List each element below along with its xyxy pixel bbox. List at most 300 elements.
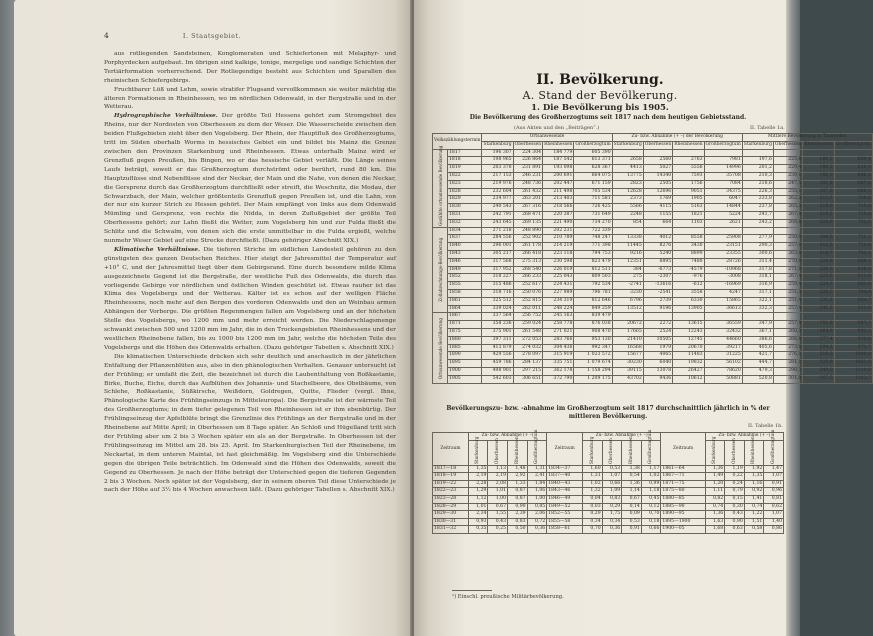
paragraph-text: Die tieferen Striche im südlichen Landesteil gehören zu den günstigsten des ganzen Deutschen Reiches. Hier steigt der Jahresmittel der Temperatur auf +10° C, und der Jahresmittel liegt über dem Gebirgsrand. Eine durch besondere milde Klima ausgezeichnete Gegend ist die Bergstraße, der westliche Fuß des Odenwalds, die durch das vorliegende Gebirge vor nördlichen und östlichen Winden geschützt ist. Etwas rauher ist das Klima des Vogelsbergs und der Wetterau. Kälter ist es schon auf der welligen Fläche Rheinhessens, noch mehr auf den Bergen des vorderen Odenwalds und den an Weinbau armen Abhängen der Vorberge. Die größten Regenmengen fallen am Vogelsberg und an der höchsten Stelle des Vogelsbergs, wo 1200 mm und mehr erreicht werden. Die Niederschlagsmenge schwankt zwischen 500 und 1200 mm im Jahr, die in den Trockengebieten Rheinhessens und der westlichen Rheinebene fallen, bis zu 1000 bis 1200 mm im Jahr, welche die höchsten Teile des Vogelsbergs und die Höhen des Odenwalds erhalten. (Dazu gehöriger Tabellen s. Abschnitt XIX.) xyxy=(104,246,397,351)
table1-cell: 268,8 xyxy=(773,219,802,227)
table1-cell: 257,0 xyxy=(773,243,802,251)
table2-period-cell: 1852—55 xyxy=(547,511,583,519)
table1-cell: 268 471 xyxy=(513,211,542,219)
table2-column-header: Großherzogtum xyxy=(764,440,784,465)
table1-cell: 9196 xyxy=(643,305,672,313)
table1-year-cell: 1871 xyxy=(448,321,482,329)
table1-cell: 14996 xyxy=(704,165,742,173)
table1-cell: 17665 xyxy=(612,328,643,336)
table2-cell: 0,96 xyxy=(764,488,784,496)
table1-cell: 6796 xyxy=(612,297,643,305)
table2-cell: 1,00 xyxy=(527,495,547,503)
table2-cell: 2,06 xyxy=(527,511,547,519)
body-paragraph xyxy=(104,246,396,353)
table1-cell: 317 568 xyxy=(482,258,513,266)
table-row xyxy=(433,204,873,212)
table1-cell: 218 566 xyxy=(543,204,574,212)
sub-heading: A. Stand der Bevölkerung. xyxy=(522,89,678,102)
table2-cell: 2,19 xyxy=(468,473,488,481)
table1-cell: 405,6 xyxy=(742,344,773,352)
table1-cell: 78620 xyxy=(704,367,742,375)
table1-cell: 2823 xyxy=(612,180,643,188)
table1-cell: 796 781 xyxy=(574,289,612,297)
table1-cell: 1756 xyxy=(673,180,704,188)
table1-cell: 226,9 xyxy=(803,258,834,266)
table1-cell: 459 786 xyxy=(482,360,513,368)
table1-cell: 206,5 xyxy=(803,235,834,243)
table1-cell: 722 339 xyxy=(574,227,612,235)
table1-group-label: Gezählte ortsanwesende Bevölkerung xyxy=(433,149,448,227)
table1-cell: 1 023 572 xyxy=(574,352,612,360)
table1-cell: 225,5 xyxy=(803,274,834,282)
table2-column-header: Großherzogtum xyxy=(641,440,661,465)
table1-cell: -2741 xyxy=(612,282,643,290)
table2-cell: 1,38 xyxy=(622,465,642,473)
table2-period-cell: 1837—40 xyxy=(547,473,583,481)
table1-cell: 233,8 xyxy=(742,196,773,204)
table1-cell: 908 470 xyxy=(574,328,612,336)
table2-cell: 1,17 xyxy=(641,465,661,473)
table1-cell: 5163 xyxy=(673,204,704,212)
table1-cell: 301,9 xyxy=(773,375,802,383)
table1-cell: 1769 xyxy=(643,196,672,204)
table1-cell: 210,3 xyxy=(742,172,773,180)
table2-cell: 2,39 xyxy=(508,511,528,519)
table1-cell: 219 976 xyxy=(482,180,513,188)
table1-cell: 184 779 xyxy=(543,149,574,157)
table1-year-cell: 1885 xyxy=(448,344,482,352)
table2-cell: 2,41 xyxy=(527,473,547,481)
table1-group-label: Zollabrechnungs-Bevölkerung xyxy=(433,227,448,313)
table1-column-header: Großherzogtum xyxy=(705,142,741,148)
table1-cell: 372 790 xyxy=(543,375,574,383)
paragraph-text: Fruchtbarer Löß und Lehm, sowie stratifer Flugsand vervollkommnen sie weiter mächtig die älteren Formationen in Rheinhessen, wo im nördlichen Odenwald, in der Bergstraße und in der Wetterau. xyxy=(104,86,396,111)
table2-cell: 1,36 xyxy=(622,480,642,488)
table2-period-cell: 1834—37 xyxy=(547,465,583,473)
table1-cell: 794,6 xyxy=(834,289,872,297)
table1-cell: 306 651 xyxy=(513,375,542,383)
table2-period-cell: 1885—90 xyxy=(661,503,705,511)
table2-cell: 0,43 xyxy=(488,518,508,526)
table1-cell: -13616 xyxy=(643,282,672,290)
population-table xyxy=(432,133,873,384)
table1-cell: 4247 xyxy=(704,289,742,297)
table-row xyxy=(433,258,873,266)
table-row xyxy=(433,250,873,258)
table1-year-cell: 1818 xyxy=(448,157,482,165)
table1-cell: 257,4 xyxy=(773,305,802,313)
table1-cell: 759,8 xyxy=(834,243,872,251)
table1-year-cell: 1823 xyxy=(448,180,482,188)
table1-column-header: Oberhessen xyxy=(774,142,802,148)
table1-cell: 729,0 xyxy=(834,211,872,219)
table1-cell: 242 791 xyxy=(482,211,513,219)
table2-column-header: Rheinhessen xyxy=(744,440,764,465)
table1-cell: 1051,6 xyxy=(834,360,872,368)
table2-cell: 1,02 xyxy=(583,480,603,488)
table1-cell: 818,0 xyxy=(834,266,872,274)
table2-period-cell: 1849—52 xyxy=(547,503,583,511)
table1-cell: 266 233 xyxy=(513,274,542,282)
table-row xyxy=(433,375,873,383)
table1-cell: 267,9 xyxy=(773,211,802,219)
table1-year-cell: 1895 xyxy=(448,360,482,368)
table-row xyxy=(433,503,784,511)
table1-cell: -4579 xyxy=(673,266,704,274)
table1-cell: 9051 xyxy=(673,188,704,196)
table1-cell: 542 603 xyxy=(482,375,513,383)
table1-cell: 200 691 xyxy=(543,172,574,180)
table1-cell: 444,7 xyxy=(742,360,773,368)
table2-cell: 1,19 xyxy=(725,465,745,473)
table1-cell: 322,1 xyxy=(742,297,773,305)
table2-cell: 0,54 xyxy=(622,473,642,481)
table1-cell: 748 247 xyxy=(574,235,612,243)
table1-cell xyxy=(834,313,872,321)
table1-cell: 261 432 xyxy=(513,188,542,196)
table2-column-header: Oberhessen xyxy=(725,440,745,465)
table-row xyxy=(433,526,784,534)
table1-cell: 250 076 xyxy=(513,289,542,297)
table2-cell: 1,63 xyxy=(705,518,725,526)
section-heading-inline: Hydrographische Verhältnisse. xyxy=(114,112,218,120)
table1-cell: 397 311 xyxy=(482,336,513,344)
table1-cell: 12243 xyxy=(673,328,704,336)
table1-cell: 255,1 xyxy=(773,188,802,196)
table1-header-mittl: Mittlere Bevölkerung in Tausenden xyxy=(742,134,872,142)
table1-source: (Aus Akten und den „Beiträgen“.) xyxy=(514,125,600,131)
table2-cell: 0,34 xyxy=(602,518,622,526)
table2-cell: 1,12 xyxy=(468,495,488,503)
table1-cell: 13775 xyxy=(612,172,643,180)
table1-cell: 28726 xyxy=(704,258,742,266)
table1-cell: 1905 xyxy=(673,196,704,204)
table1-cell: 9216 xyxy=(612,250,643,258)
table2-cell: 0,79 xyxy=(725,488,745,496)
table1-cell: 3430 xyxy=(673,243,704,251)
table1-cell: 2248 xyxy=(612,211,643,219)
table1-cell xyxy=(612,227,643,235)
table1-cell: 362 178 xyxy=(543,367,574,375)
table1-cell: 857,7 xyxy=(834,321,872,329)
table-row xyxy=(433,149,873,157)
table1-cell: -6773 xyxy=(643,266,672,274)
table-row xyxy=(433,165,873,173)
table1-cell: 211 498 xyxy=(543,188,574,196)
table1-cell: 30230 xyxy=(612,360,643,368)
table2-column-header: Oberhessen xyxy=(488,440,508,465)
table1-cell xyxy=(803,227,834,235)
table1-cell xyxy=(643,227,672,235)
table1-cell: 367,5 xyxy=(803,375,834,383)
section-heading-inline: Klimatische Verhältnisse. xyxy=(114,245,201,253)
table1-header-zuab: Zu- bzw. Abnahme (+ –) der Bevölkerung xyxy=(612,134,742,142)
table2-title: Bevölkerungszu- bzw. -abnahme im Großherzogtum seit 1817 durchschnittlich jährlich in % der mittleren Bevölkerung. xyxy=(446,405,770,420)
table1-cell: 311,4 xyxy=(742,258,773,266)
table1-cell xyxy=(612,149,643,157)
table-row xyxy=(433,266,873,274)
table1-cell: 13615 xyxy=(673,321,704,329)
table1-cell: 251,3 xyxy=(773,289,802,297)
table2-period-cell: 1840—43 xyxy=(547,480,583,488)
table1-header-abs: Ortsanwesende xyxy=(482,134,612,142)
table1-cell: 225 043 xyxy=(543,274,574,282)
right-page xyxy=(414,0,871,636)
table2-period-cell: 1818—19 xyxy=(433,473,469,481)
table1-cell: 241,7 xyxy=(742,211,773,219)
table1-cell: 315 919 xyxy=(543,352,574,360)
table2-cell: 0,29 xyxy=(583,511,603,519)
table1-cell: 2560 xyxy=(643,157,672,165)
table2-cell: 0,74 xyxy=(744,503,764,511)
table1-cell: 218,6 xyxy=(742,180,773,188)
table1-cell: 7593 xyxy=(673,172,704,180)
table1-year-cell: 1817 xyxy=(448,149,482,157)
table2-cell: 1,41 xyxy=(744,495,764,503)
table-row xyxy=(433,157,873,165)
table1-cell: 20670 xyxy=(673,344,704,352)
table2-cell: 0,91 xyxy=(764,480,784,488)
table2-cell: 0,99 xyxy=(641,480,661,488)
table1-cell: 5240 xyxy=(643,250,672,258)
table2-cell: 1,48 xyxy=(508,465,528,473)
table1-cell: 190,3 xyxy=(803,165,834,173)
table1-cell: 8895 xyxy=(643,258,672,266)
table1-cell: 4115 xyxy=(643,204,672,212)
table1-cell: 854 xyxy=(612,219,643,227)
table2-cell: 0,87 xyxy=(508,495,528,503)
table1-cell xyxy=(803,313,834,321)
table2-period-cell: 1828—29 xyxy=(433,503,469,511)
table-row xyxy=(433,488,784,496)
table1-cell: 13512 xyxy=(612,305,643,313)
table1-cell: 36613 xyxy=(704,305,742,313)
table1-cell: 688,3 xyxy=(834,188,872,196)
table1-title: Die Bevölkerung des Großherzogtums seit 1817 nach dem heutigen Gebietsstand. xyxy=(469,114,747,121)
table1-cell: 245 163 xyxy=(543,313,574,321)
table1-cell: 212,5 xyxy=(803,196,834,204)
table1-cell: 251,9 xyxy=(803,321,834,329)
table1-cell: 12696 xyxy=(643,188,672,196)
table1-cell: 36559 xyxy=(704,321,742,329)
table1-year-cell: 1831 xyxy=(448,211,482,219)
table1-cell: 278 097 xyxy=(513,352,542,360)
table1-cell: 35708 xyxy=(704,172,742,180)
table1-cell: 347,9 xyxy=(742,321,773,329)
table2-period-cell: 1900—05 xyxy=(661,526,705,534)
table1-cell: 1821 xyxy=(673,211,704,219)
table1-cell: 318 227 xyxy=(482,274,513,282)
table1-cell: 226 019 xyxy=(543,266,574,274)
table1-cell: 15865 xyxy=(704,297,742,305)
table2-period-cell: 1855—58 xyxy=(547,518,583,526)
body-paragraph xyxy=(104,353,396,496)
table1-cell: 831,0 xyxy=(834,305,872,313)
table1-cell: -10968 xyxy=(704,266,742,274)
table1-cell: 317 952 xyxy=(482,266,513,274)
table1-cell xyxy=(742,149,773,157)
paragraph-text: aus rotliegenden Sandsteinen, Konglomeraten und Schiefertonen mit Melaphyr- und Porphyrdecken aufgebaut. Im übrigen sind kalkige, tonige, mergelige und sandige Schichten der Tertiärformation vorherrschend. Der Rotliegendige besteht aus Schichten und Sparallen des rheinischen Schiefergebirgs. xyxy=(104,51,396,84)
paragraph-text: Der größte Teil Hessens gehört zum Stromgebiet des Rheins, nur der Nordosten von Oberhessen zu dem der Weser. Die Wasserscheide zwischen den beiden Flußgebieten zieht über den Vogelsberg. Der Rhein, der Hauptfluß des Großherzogtums, tritt im Süden oberhalb Worms in hessisches Gebiet ein und bildet bis Mainz die Grenze zwischen den Provinzen Starkenburg und Rheinhessen. Etwas unterhalb Mainz wird er Grenzfluß gegen Preußen, bis Bingen, wo er das hessische Gebiet verläßt. Die Länge seines Laufs beträgt, soweit er das Großherzogtum durchströmt oder berührt, rund 80 km. Die Hauptzuflüsse sind Nebenflüsse sind der Neckar, der Main und die Nahe, von denen die Neckar, die Gersprenz durch das Großherzogtum durchfließt oder streift, die Weschnitz, die Modau, der Schwarzbach, der Main, welcher größtenteils Grenzfluß gegen Preußen ist, und die Lahn, von der nur ein kurzer Strich zu Hessen gehört. Der Main empfängt von links aus dem Odenwald Mümling und Gersprenz, von rechts die Nidda, in deren Zuflußgebiet der größte Teil Oberhessens gehört; zur Lahn fließt die Wetter, zum Vogelsberg hin und zur Fulda fließt die Schlitz und die Schwalm, von denen sich die erste unmittelbar in die Fulda ergießt, welche nunmehr Weser Gebiet auf eine Strecke durchfließt. (Dazu gehöriger Abschnitt XIX.) xyxy=(104,113,396,245)
table1-cell: 237,8 xyxy=(742,204,773,212)
table1-cell: 34375 xyxy=(704,188,742,196)
table1-cell: 196 307 xyxy=(482,149,513,157)
table2-header-zuab: Zu- bzw. Abnahme (+ –) xyxy=(468,433,546,441)
table2-cell: 0,58 xyxy=(744,526,764,534)
table1-cell: 5224 xyxy=(704,211,742,219)
table1-cell: 2505 xyxy=(643,180,672,188)
table1-cell: 257,9 xyxy=(773,321,802,329)
table2-cell: 0,04 xyxy=(583,495,603,503)
table1-cell: 219,5 xyxy=(803,211,834,219)
table1-cell: 930,8 xyxy=(834,336,872,344)
table1-cell xyxy=(673,149,704,157)
table1-cell: 667,6 xyxy=(834,180,872,188)
table1-cell: 201,2 xyxy=(742,165,773,173)
table1-cell: 5027 xyxy=(643,165,672,173)
table1-cell: 605 390 xyxy=(574,149,612,157)
table1-cell: 263 201 xyxy=(513,196,542,204)
table1-cell: 325,8 xyxy=(803,360,834,368)
table1-cell: 337 564 xyxy=(482,313,513,321)
table2-cell: 2,34 xyxy=(468,511,488,519)
table1-cell: 1 079 674 xyxy=(574,360,612,368)
table1-year-cell: 1890 xyxy=(448,352,482,360)
table-row xyxy=(433,172,873,180)
table1-cell: 186,2 xyxy=(803,157,834,165)
table2-period-cell: 1829—30 xyxy=(433,511,469,519)
table2-column-header: Rheinhessen xyxy=(622,440,642,465)
table1-cell: 221 490 xyxy=(543,219,574,227)
table1-cell: 892,3 xyxy=(834,328,872,336)
table1-cell: -16969 xyxy=(704,282,742,290)
table2-cell: 0,82 xyxy=(705,495,725,503)
table-row xyxy=(433,328,873,336)
table2-cell: 0,70 xyxy=(641,511,661,519)
table2-column-header: Großherzogtum xyxy=(527,440,547,465)
running-head: I. Staatsgebiet. xyxy=(182,32,242,40)
table1-cell: 2763 xyxy=(673,157,704,165)
table2-period-cell: 1831—32 xyxy=(433,526,469,534)
table1-cell: 267,4 xyxy=(773,274,802,282)
table2-cell: 0,29 xyxy=(602,503,622,511)
table1-cell xyxy=(834,227,872,235)
table2-cell: 1,75 xyxy=(602,511,622,519)
table1-cell: 1155 xyxy=(643,211,672,219)
table1-cell: 318 716 xyxy=(482,289,513,297)
table1-cell: 876 038 xyxy=(574,321,612,329)
table1-cell: 8276 xyxy=(643,243,672,251)
table1-cell: 731 649 xyxy=(574,211,612,219)
table2-cell: 1,36 xyxy=(705,465,725,473)
table2-cell: 0,86 xyxy=(764,526,784,534)
table1-cell: 316,9 xyxy=(742,282,773,290)
table1-cell: 202 231 xyxy=(543,227,574,235)
table1-cell: 290,7 xyxy=(773,367,802,375)
table1-cell: 271 218 xyxy=(482,227,513,235)
table1-cell: 711 581 xyxy=(574,196,612,204)
table1-cell: 14340 xyxy=(643,172,672,180)
table1-cell: 726 425 xyxy=(574,204,612,212)
table1-cell: 771 398 xyxy=(574,243,612,251)
table2-cell: 1,32 xyxy=(583,488,603,496)
table2-period-cell: 1895—1900 xyxy=(661,518,705,526)
table1-column-header: Rheinhessen xyxy=(544,142,573,148)
table1-cell: 227 989 xyxy=(543,289,574,297)
table-row xyxy=(433,227,873,235)
table2-cell: 0,14 xyxy=(622,503,642,511)
table2-cell: 0,34 xyxy=(583,518,603,526)
table1-cell: 248 224 xyxy=(543,305,574,313)
table1-cell: 719,0 xyxy=(834,204,872,212)
table1-cell: 4012 xyxy=(643,235,672,243)
table1-cell: 294,1 xyxy=(803,344,834,352)
table1-cell: 269 135 xyxy=(513,219,542,227)
table1-cell: 266 418 xyxy=(513,250,542,258)
table1-cell: 3558 xyxy=(673,289,704,297)
section-heading: 1. Die Bevölkerung bis 1905. xyxy=(531,103,669,113)
table2-cell: 0,25 xyxy=(488,526,508,534)
table1-year-cell: 1837 xyxy=(448,235,482,243)
table2-cell: 2,28 xyxy=(468,480,488,488)
table1-cell: 339 024 xyxy=(482,305,513,313)
table2-cell: 1,01 xyxy=(468,503,488,511)
table1-cell: 15677 xyxy=(612,352,643,360)
table2-cell: 0,53 xyxy=(622,518,642,526)
table1-cell: 7981 xyxy=(704,157,742,165)
table2-period-cell: 1858—61 xyxy=(547,526,583,534)
table1-cell: 735,3 xyxy=(834,235,872,243)
table1-cell: 196,9 xyxy=(803,172,834,180)
table1-year-cell: 1875 xyxy=(448,328,482,336)
table1-cell xyxy=(742,227,773,235)
table2-cell: 0,15 xyxy=(725,495,745,503)
table-row xyxy=(433,305,873,313)
table1-cell: 2524 xyxy=(643,328,672,336)
table2-column-header: Rheinhessen xyxy=(508,440,528,465)
page-number: 4 xyxy=(104,31,109,40)
table2-period-cell: 1843—46 xyxy=(547,488,583,496)
table2-cell: 0,83 xyxy=(508,518,528,526)
table1-cell: 226 864 xyxy=(513,157,542,165)
table1-cell: 801,0 xyxy=(834,282,872,290)
table2-period-cell: 1890—95 xyxy=(661,511,705,519)
table2-cell: 2,92 xyxy=(508,473,528,481)
table2-cell: 0,91 xyxy=(622,526,642,534)
table1-cell: 23355 xyxy=(704,250,742,258)
table2-cell: 0,30 xyxy=(725,503,745,511)
table1-cell: 241,3 xyxy=(803,305,834,313)
table1-cell: 19832 xyxy=(673,360,704,368)
table1-cell: 225,6 xyxy=(773,157,802,165)
table1-cell: 277,4 xyxy=(803,336,834,344)
table1-cell: 220 387 xyxy=(543,211,574,219)
table1-cell: 315 486 xyxy=(482,282,513,290)
table2-cell: 0,24 xyxy=(725,480,745,488)
table2-cell: 0,67 xyxy=(488,503,508,511)
table2-cell: 1,06 xyxy=(527,488,547,496)
table-row xyxy=(433,282,873,290)
table1-header-zeit: Volkszählungstermin xyxy=(433,134,482,150)
table1-cell: 56102 xyxy=(704,360,742,368)
table2-period-cell: 1867—71 xyxy=(661,473,705,481)
table2-cell: 1,01 xyxy=(488,488,508,496)
table1-cell: 3230 xyxy=(612,289,643,297)
table2-cell: 2,19 xyxy=(488,473,508,481)
table1-cell: 812 511 xyxy=(574,266,612,274)
table1-cell: 2621 xyxy=(704,219,742,227)
table1-cell: 272 053 xyxy=(513,336,542,344)
